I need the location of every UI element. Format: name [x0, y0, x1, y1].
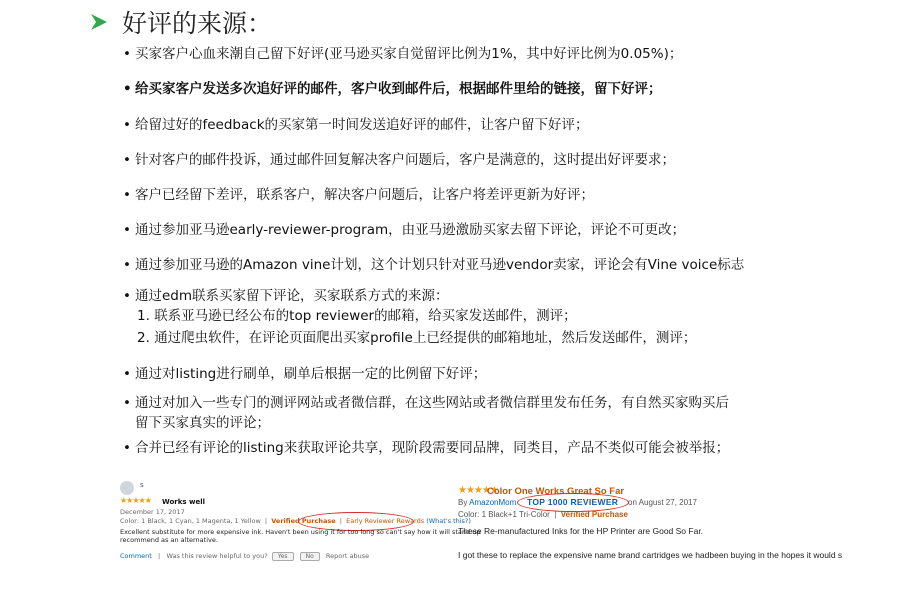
- avatar: [120, 481, 134, 495]
- review-body: Excellent substitute for more expensive ink. Haven't been using it for too long so can't say how it will stand up recommend as an alternative.: [120, 528, 481, 544]
- bullet-item: • 客户已经留下差评，联系客户，解决客户问题后，让客户将差评更新为好评；: [123, 187, 594, 203]
- bullet-item: • 买家客户心血来潮自己留下好评(亚马逊买家自觉留评比例为1%，其中好评比例为0.05%)；: [123, 46, 683, 62]
- report-abuse-link[interactable]: Report abuse: [325, 552, 370, 560]
- bullet-item: • 合并已经有评论的listing来获取评论共享，现阶段需要同品牌，同类目，产品不类似可能会被举报；: [123, 440, 730, 456]
- bullet-item: • 通过edm联系买家留下评论，买家联系方式的来源：: [123, 288, 449, 304]
- author-link[interactable]: AmazonMom: [469, 498, 517, 507]
- bullet-item: • 通过对listing进行刷单，刷单后根据一定的比例留下好评；: [123, 366, 487, 382]
- arrow-bullet-icon: [90, 13, 108, 31]
- sub-item: 2. 通过爬虫软件，在评论页面爬出买家profile上已经提供的邮箱地址，然后发送邮件，测评；: [137, 330, 697, 346]
- review-date: December 17, 2017: [120, 508, 185, 516]
- bullet-item: • 通过参加亚马逊early-reviewer-program，由亚马逊激励买家去留下评论，评论不可更改；: [123, 222, 686, 238]
- sub-item: 1. 联系亚马逊已经公布的top reviewer的邮箱，给买家发送邮件，测评；: [137, 308, 577, 324]
- bullet-continuation: 留下买家真实的评论；: [135, 415, 270, 431]
- review-byline: By AmazonMom: [458, 498, 517, 507]
- review-meta: Color: 1 Black, 1 Cyan, 1 Magenta, 1 Yellow | Verified Purchase | Early Reviewer Rewards (What's this?): [120, 517, 471, 525]
- review-date: on August 27, 2017: [628, 498, 697, 507]
- yes-button[interactable]: Yes: [272, 552, 294, 561]
- review-title: Color One Works Great So Far: [487, 486, 625, 497]
- review-actions: Comment | Was this review helpful to you? Yes No Report abuse: [120, 552, 370, 560]
- comment-link[interactable]: Comment: [120, 552, 152, 560]
- bullet-item: • 通过对加入一些专门的测评网站或者微信群，在这些网站或者微信群里发布任务，有自然买家购买后: [123, 395, 729, 411]
- top-reviewer-badge: TOP 1000 REVIEWER: [527, 497, 619, 507]
- page-title: 好评的来源：: [122, 9, 273, 38]
- slide-heading: [90, 4, 272, 40]
- review-body-line: These Re-manufactured Inks for the HP Printer are Good So Far.: [458, 526, 704, 536]
- bullet-item: • 针对客户的邮件投诉，通过邮件回复解决客户问题后，客户是满意的，这时提出好评要求；: [123, 152, 675, 168]
- bullet-item: • 给买家客户发送多次追好评的邮件，客户收到邮件后，根据邮件里给的链接，留下好评；: [123, 81, 662, 97]
- whats-this-link[interactable]: (What's this?): [426, 517, 471, 525]
- star-rating-icon: ★★★★★: [458, 485, 498, 496]
- star-rating-icon: ★★★★★: [120, 496, 151, 505]
- bullet-item: • 通过参加亚马逊的Amazon vine计划，这个计划只针对亚马逊vendor卖家，评论会有Vine voice标志: [123, 257, 745, 273]
- review-body-line: I got these to replace the expensive name brand cartridges we hadbeen buying in the hopes it would s: [458, 550, 843, 560]
- review-title: Works well: [162, 498, 206, 506]
- bullet-item: • 给留过好的feedback的买家第一时间发送追好评的邮件，让客户留下好评；: [123, 117, 589, 133]
- review-meta: Color: 1 Black+1 Tri-Color | Verified Purchase: [458, 510, 628, 519]
- no-button[interactable]: No: [300, 552, 320, 561]
- early-reviewer-badge: Early Reviewer Rewards: [346, 517, 425, 525]
- reviewer-name: s: [140, 481, 144, 489]
